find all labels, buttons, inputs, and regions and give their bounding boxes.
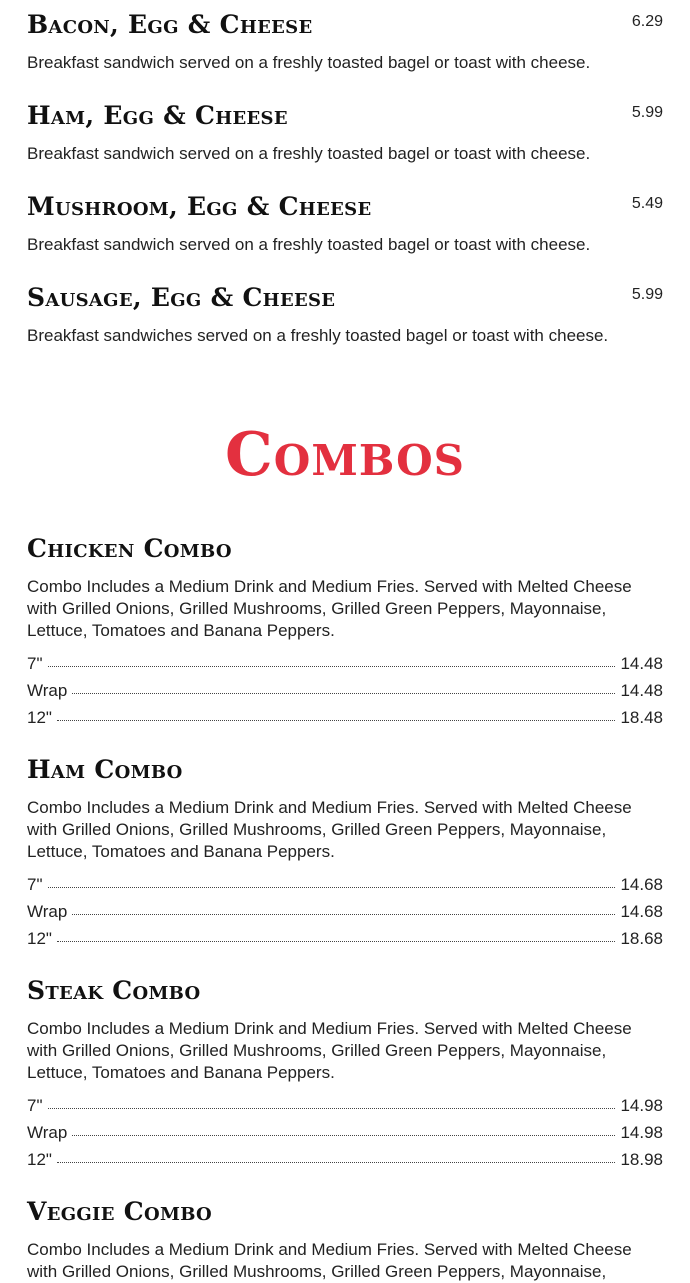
combo-item-steak [27,976,663,1177]
price-row-12-inch [27,929,663,956]
combo-item-description: Combo Includes a Medium Drink and Medium Fries. Served with Melted Cheese with Grilled Onions, Grilled Mushrooms, Grilled Green Peppers, Mayonnaise, Lettuce, Tomatoes and Banana Peppers. [27,798,632,861]
dotted-leader [48,666,616,667]
size-price: 18.98 [620,1150,663,1169]
menu-item-sausage-egg-cheese [27,283,663,347]
size-label: Wrap [27,681,68,700]
menu-item-description: Breakfast sandwiches served on a freshly toasted bagel or toast with cheese. [27,326,609,345]
dotted-leader [57,1162,616,1163]
menu-item-price: 5.49 [631,195,663,212]
price-row-7-inch [27,875,663,902]
combo-item-description: Combo Includes a Medium Drink and Medium Fries. Served with Melted Cheese with Grilled Onions, Grilled Mushrooms, Grilled Green Peppers, Mayonnaise, Lettuce, Tomatoes and Banana Peppers. [27,577,632,640]
menu-item-ham-egg-cheese [27,101,663,165]
size-price: 18.48 [620,708,663,727]
size-price: 14.98 [620,1123,663,1142]
size-label: 12" [27,1150,52,1169]
dotted-leader [72,1135,615,1136]
price-row-wrap [27,1123,663,1150]
size-label: 7" [27,1096,43,1115]
price-row-wrap [27,681,663,708]
size-price: 14.68 [620,875,663,894]
combo-item-veggie [27,1197,663,1283]
dotted-leader [48,1108,616,1109]
combo-item-title: Steak Combo [27,976,201,1005]
dotted-leader [72,914,615,915]
combo-item-title: Veggie Combo [27,1197,213,1226]
combo-item-title: Ham Combo [27,755,183,784]
price-row-wrap [27,902,663,929]
price-row-12-inch [27,708,663,735]
menu-item-price: 5.99 [631,286,663,303]
dotted-leader [72,693,615,694]
dotted-leader [57,941,616,942]
menu-item-title: Bacon, Egg & Cheese [27,10,313,39]
menu-item-title: Sausage, Egg & Cheese [27,283,336,312]
combo-price-list [27,654,663,735]
combo-price-list [27,875,663,956]
menu-item-title: Ham, Egg & Cheese [27,101,288,130]
combo-price-list [27,1096,663,1177]
menu-item-title: Mushroom, Egg & Cheese [27,192,372,221]
dotted-leader [57,720,616,721]
size-price: 14.98 [620,1096,663,1115]
price-row-7-inch [27,1096,663,1123]
menu-item-mushroom-egg-cheese [27,192,663,256]
combo-item-ham [27,755,663,956]
dotted-leader [48,887,616,888]
menu-item-description: Breakfast sandwich served on a freshly toasted bagel or toast with cheese. [27,235,591,254]
menu-item-price: 5.99 [631,104,663,121]
size-label: 12" [27,929,52,948]
section-title-combos: Combos [224,420,466,490]
size-price: 14.48 [620,654,663,673]
size-label: 7" [27,654,43,673]
size-label: 7" [27,875,43,894]
combo-item-title: Chicken Combo [27,534,232,563]
size-price: 14.68 [620,902,663,921]
combo-item-description: Combo Includes a Medium Drink and Medium Fries. Served with Melted Cheese with Grilled Onions, Grilled Mushrooms, Grilled Green Peppers, Mayonnaise, Lettuce, Tomatoes and Banana Peppers. [27,1019,632,1082]
size-price: 18.68 [620,929,663,948]
price-row-12-inch [27,1150,663,1177]
size-price: 14.48 [620,681,663,700]
size-label: Wrap [27,902,68,921]
menu-item-description: Breakfast sandwich served on a freshly toasted bagel or toast with cheese. [27,144,591,163]
price-row-7-inch [27,654,663,681]
combo-item-description: Combo Includes a Medium Drink and Medium Fries. Served with Melted Cheese with Grilled Onions, Grilled Mushrooms, Grilled Green Peppers, Mayonnaise, [27,1240,632,1281]
menu-item-bacon-egg-cheese [27,10,663,74]
size-label: 12" [27,708,52,727]
combo-item-chicken [27,534,663,735]
menu-item-description: Breakfast sandwich served on a freshly toasted bagel or toast with cheese. [27,53,591,72]
size-label: Wrap [27,1123,68,1142]
menu-item-price: 6.29 [631,13,663,30]
